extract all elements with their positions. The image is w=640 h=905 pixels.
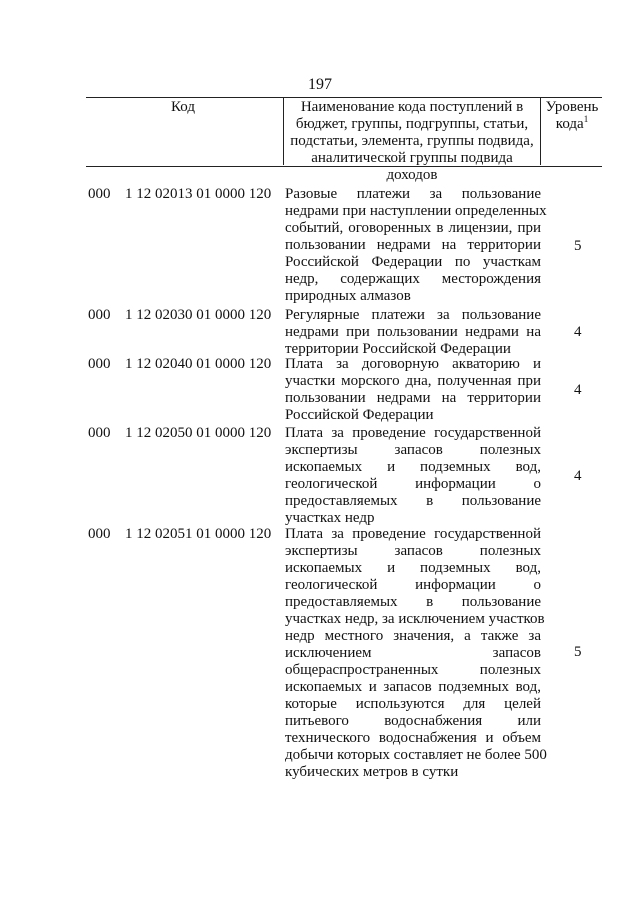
row-description — [285, 526, 547, 781]
header-level-line: Уровень — [545, 99, 599, 115]
header-name-line: бюджет, группы, подгруппы, статьи, — [295, 116, 529, 132]
description-line: территории Российской Федерации — [285, 341, 511, 357]
description-line: питьевого водоснабжения или — [285, 713, 541, 729]
description-line: геологической информации о — [285, 476, 541, 492]
row-prefix: 000 — [88, 356, 111, 372]
description-line: добычи которых составляет не более 500 — [285, 747, 547, 763]
header-level-word: кода — [555, 116, 584, 132]
description-line: ископаемых и подземных вод, — [285, 560, 541, 576]
header-level — [542, 99, 602, 133]
description-line: Регулярные платежи за пользование — [285, 307, 541, 323]
description-line: пользовании недрами на территории — [285, 390, 541, 406]
row-level: 4 — [574, 468, 582, 484]
row-code: 1 12 02050 01 0000 120 — [125, 425, 272, 441]
row-prefix: 000 — [88, 526, 111, 542]
header-name-line: аналитической группы подвида доходов — [311, 150, 513, 183]
row-description — [285, 186, 547, 305]
description-line: которые используются для целей — [285, 696, 541, 712]
description-line: Плата за договорную акваторию и — [285, 356, 541, 372]
description-line: Российской Федерации по участкам — [285, 254, 541, 270]
description-line: ископаемых и запасов подземных вод, — [285, 679, 541, 695]
description-line: недр, содержащих месторождения — [285, 271, 541, 287]
description-line: пользовании недрами на территории — [285, 237, 541, 253]
row-prefix: 000 — [88, 425, 111, 441]
description-line: экспертизы запасов полезных — [285, 442, 541, 458]
header-name — [283, 98, 541, 183]
table-header — [86, 97, 602, 183]
header-code: Код — [171, 99, 195, 115]
description-line: технического водоснабжения и объем — [285, 730, 541, 746]
description-line: предоставляемых в пользование — [285, 493, 541, 509]
description-line: природных алмазов — [285, 288, 411, 304]
description-line: геологической информации о — [285, 577, 541, 593]
description-line: кубических метров в сутки — [285, 764, 459, 780]
row-description — [285, 425, 541, 527]
description-line: недрами при пользовании недрами на — [285, 324, 541, 340]
header-level-line2 — [542, 116, 602, 133]
description-line: событий, оговоренных в лицензии, при — [285, 220, 541, 236]
description-line: недрами при наступлении определенных — [285, 203, 547, 219]
row-level: 4 — [574, 382, 582, 398]
description-line: предоставляемых в пользование — [285, 594, 541, 610]
row-code: 1 12 02013 01 0000 120 — [125, 186, 272, 202]
row-code: 1 12 02030 01 0000 120 — [125, 307, 272, 323]
row-level: 5 — [574, 644, 582, 660]
description-line: Разовые платежи за пользование — [285, 186, 541, 202]
description-line: ископаемых и подземных вод, — [285, 459, 541, 475]
row-level: 4 — [574, 324, 582, 340]
header-name-line: Наименование кода поступлений в — [300, 99, 524, 115]
description-line: общераспространенных полезных — [285, 662, 541, 678]
row-description — [285, 307, 541, 358]
description-line: экспертизы запасов полезных — [285, 543, 541, 559]
row-code: 1 12 02051 01 0000 120 — [125, 526, 272, 542]
description-line: участки морского дна, полученная при — [285, 373, 541, 389]
row-code: 1 12 02040 01 0000 120 — [125, 356, 272, 372]
row-description — [285, 356, 541, 424]
footnote-mark: 1 — [583, 114, 589, 124]
page-number: 197 — [308, 76, 332, 93]
row-level: 5 — [574, 238, 582, 254]
description-line: участках недр — [285, 510, 375, 526]
description-line: участках недр, за исключением участков — [285, 611, 545, 627]
header-name-line: подстатьи, элемента, группы подвида, — [290, 133, 534, 149]
description-line: недр местного значения, а также за — [285, 628, 541, 644]
row-prefix: 000 — [88, 186, 111, 202]
description-line: Плата за проведение государственной — [285, 425, 541, 441]
description-line: Плата за проведение государственной — [285, 526, 541, 542]
row-prefix: 000 — [88, 307, 111, 323]
description-line: Российской Федерации — [285, 407, 434, 423]
description-line: исключением запасов — [285, 645, 541, 661]
